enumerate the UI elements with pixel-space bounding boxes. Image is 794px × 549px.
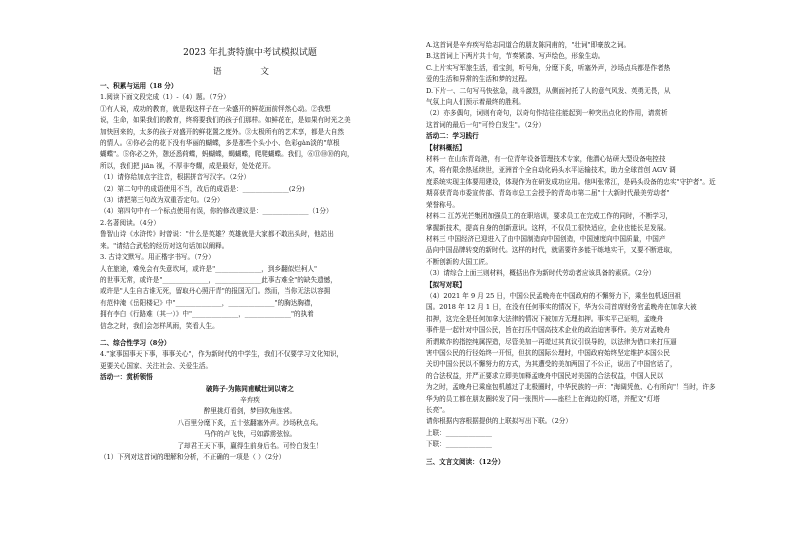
material-3-line: 品向中国品牌转变的新时代。这样的时代，就需要许多能干练地实干，又要不断进取， [426,246,677,255]
q4-1-options [426,40,742,108]
passage-line: ①有人说，成功的教育，就是栽这样子在一朵盛开的鲜花面前怦然心动。②我想 [100,104,331,113]
q3-line: 或许是"人生自古谁无死，留取丹心照汗青"的报国无门。然而，当你无法以容拥 [100,287,331,296]
activity-2-heading: 活动二：学习践行 [426,132,479,141]
upper-line: 上联：______________ [426,428,492,437]
poem-line: 醉里挑灯看剑，梦回吹角连营。 [203,407,297,416]
q2-line: 鲁智山诗《水浒传》时曾说："什么是英雄？英雄就是大家都不敢出头时，他站出 [100,230,334,239]
poem-title: 破阵子·为陈同甫赋壮词以寄之 [205,384,294,393]
material-2-line: 材料二 江苏光芒集团加强员工的在职培训，要求员工在完成工作的同时，不断学习， [426,212,673,221]
couplet-line: 扣押，这完全是任何加拿大法律的情况下被加方无理扣押。事实平己证明，孟晚舟 [426,314,664,323]
material-1-line: 材料一 在山东青岛港，有一位青年设备管理技术专家，他潜心钻研大型设备电控技 [426,155,666,164]
option-line: B.这首词上下两片共十句，节奏紧凑、写声绘色，形象生动。 [426,52,605,61]
material-1-line: 荣誉称号。 [426,200,459,209]
material-2 [426,211,742,234]
couplet-line: 事件是一起针对中国公民，旨在打压中国高技术企业的政治迫害事件。美方对孟晚舟 [426,326,670,335]
section-1-heading: 一、积累与运用（18 分） [100,82,178,90]
poem-body [100,406,400,452]
passage [100,104,400,172]
q1-sub-items [100,172,400,218]
q1-sub-item: （1）请你给加点字注音，根据拼音写汉字。（2分） [100,173,251,182]
subject-title: 语 文 [213,67,287,77]
q2-line: 来。"请结合武松的经历对这句话加以阐释。 [100,241,229,250]
q4-2-line: （2）亦多偶句，词则有奇句，以奇句作结往往能起到一种突出点化的作用，请赏析 [426,109,668,118]
q3-line: 信念之时，我们会怎样风雨，笑看人生。 [100,321,219,330]
option-line: 爱的生活和异常的生活和梦的过程。 [426,75,532,84]
question-4-1: （1）下列对这首词的理解和分析，不正确的一项是（ ）（2分） [100,453,286,461]
passage-line: 加快回来的，太多的孩子对盛开的鲜花置之度外。③太极所有的艺术享，都是大自然 [100,127,344,136]
couplet-line: 华为的员工都在朋友圈转发了同一张图片——座栏上在海边的灯塔，并配文"灯塔 [426,394,660,403]
q4-line: 更要关心国家、关注社会、关爱生活。 [100,361,213,370]
couplet-line: 所谓欺诈的指控纯属捏造，尽管美加一再谎过其真议引误导的，以法律为借口来打压逼 [426,337,677,346]
left-column [100,0,400,549]
couplet-prompt: 请你根据内容根据提供的上联拟写出下联。（2分） [426,417,572,426]
question-4-3: （3）请综合上面三则材料，概括出作为新时代劳动者应该具备的素质。（2分） [426,269,656,278]
q3-line: 的世事无常，或许是"______________，______________此事古难全"的缺失遗憾， [100,275,337,284]
q3-line: 拥有李白《行路难（其一）》中"______________，______________"的执着 [100,310,314,319]
q2-text [100,229,400,252]
question-1: 1.阅读下面文段完成（1）-（4）题。（7分） [100,93,230,102]
activity-1-heading: 活动一：赏析领悟 [100,373,153,382]
poem-line: 了却君王天下事，赢得生前身后名。可怜白发生！ [177,441,323,450]
passage-line: 蝴蝶"。⑤你必之外，憩还悉荷蝶，蚂蝴蝶，蝎蝴蝶，爬爬蝴蝶。我们，⑥⑪⑩⑩的向， [100,150,354,159]
couplet-line: 国。2018 年 12 月 1 日，在没有任何事实的情况下，华为公司首席财务官孟晚舟在加拿大被 [426,303,697,312]
section-3-heading: 三、文言文阅读：（12分） [426,457,505,466]
lower-line: 下联：______________ [426,440,492,449]
question-3: 3. 古诗文默写。用正楷字书写。（7分） [100,253,215,262]
material-1 [426,154,742,211]
couplet-passage [426,291,742,416]
q3-line: 有范仲淹《岳阳楼记》中"______________，______________"的胸达胸襟， [100,298,318,307]
material-3-line: 不断创新的大国工匠。 [426,257,492,266]
exam-title: 2023 年扎赉特旗中考试模拟试题 [183,48,317,58]
question-2: 2.名著阅读。（4分） [100,218,160,227]
section-2-heading: 二、综合性学习（8分） [100,338,171,347]
poem-author: 辛弃疾 [240,395,260,404]
q1-sub-item: （3）请把第三句改为双重否定句。（2分） [100,196,224,205]
passage-line: 说，生命，如果我们的教育，终将要我们的孩子们那样。如鲜花在，是如果有时光之美 [100,116,351,125]
material-1-line: 期喜获青岛市委宣传部、青岛市总工会授予的青岛市第二届"十大新时代最美劳动者" [426,189,670,198]
right-column [426,0,742,549]
question-4-2 [426,108,742,131]
material-1-line: 度系统实现主体要用建设，体现作为在研发成功应用。他叫张常江，是码头设备的忠实"守护者"。近 [426,177,716,186]
couplet-line: 长亮"。 [426,406,449,414]
q4-2-line: 这首词的最后一句"可怜白发生"。（2分） [426,120,546,129]
couplet-line: 关切中国公民以不懈努力的方式，为其遭受的美加两国了不公正，说出了中国官话了， [426,360,677,369]
q4-intro [100,349,400,372]
poem-line: 八百里分麾下炙，五十弦翻塞外声。沙场秋点兵。 [177,418,323,427]
couplet-line: 的合法权益，并严正要求立即美加释孟晚舟中国民对美国的合法权益，中国人民以 [426,371,664,380]
option-line: A.这首词是辛弃疾写给志同道合的朋友陈同甫的，"壮词"即豪放之词。 [426,41,631,49]
material-1-line: 术，将有限余热延续世，亚洲首个全自动化码头水平运输技术，助力全球首创 AGV 调 [426,166,676,175]
passage-line: 所以，我们把 jiān 视，不厚非夸耀，成是最好，处处花开。 [100,161,275,170]
q1-sub-item: （2）第二句中的成语使用不当，改后的成语是：______________(2分) [100,184,305,193]
q4-line: 4."家事国事天下事，事事关心"，作为新时代的中学生，我们不仅要学习文化知识， [100,350,344,359]
option-line: C.上片实写军旅生活，看宝剑，听号角，分麾下炙，听塞外声，沙场点兵都是作者热 [426,63,671,72]
material-2-line: 掌握新技术，提高自身的创新意识。这样，不仅员工很快适应，企业也能长足发展。 [426,223,670,232]
q3-line: 人在旅途，难免会有失意坎坷，或许是"______________，到乡翻似烂柯人" [100,264,318,273]
couplet-line: 为之时，孟晚舟已乘座包机越过了北极圈时，中华民族的一声："海阔凭鱼、心有所向"！当时，许多 [426,383,716,392]
option-line: D.下片一、二句写马快弦急，战斗激烈，从侧面衬托了人的意气风发、英勇无畏，从 [426,86,671,95]
option-line: 气氛上向人们预示着最终的胜利。 [426,98,525,107]
material-3 [426,234,742,268]
couplet-line: （4）2021 年 9 月 25 日，中国公民孟晚舟在中国政府的不懈努力下，乘坐包机返回祖 [426,291,682,300]
poem-line: 马作的卢飞快，弓如霹雳弦惊。 [203,430,297,439]
couplet-line: 害中国公民的行径始终一开恒，但抗的国际公理时，中国政府始终坚定维护本国公民 [426,348,670,357]
material-heading: 【材料概括】 [426,143,466,152]
couplet-heading: 【拟写对联】 [426,280,466,289]
q3-text [100,264,400,332]
material-3-line: 材料三 中国经济已迎进入了由中国制造向中国创造，中国速度向中国质量，中国产 [426,234,666,243]
passage-line: 的情人。④你必会的花下没有华丽的蝴蝶，多是那些个头小小、色彩ɡàn淡的"草根 [100,139,340,148]
q1-sub-item: （4）第四句中有一个标点使用有误，你的修改建议是：______________（1分） [100,207,333,216]
